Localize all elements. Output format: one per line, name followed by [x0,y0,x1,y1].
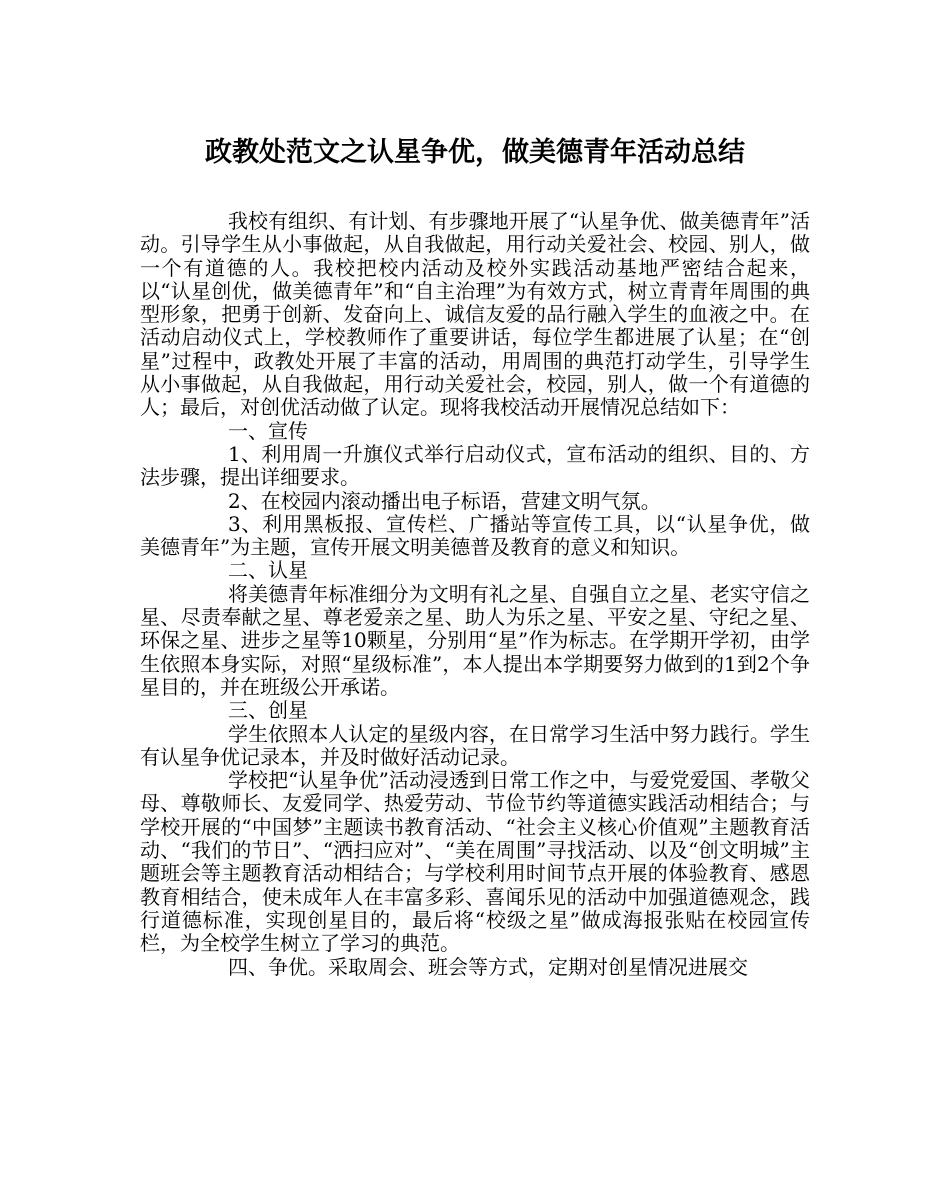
section-heading-publicity: 一、宣传 [228,418,308,443]
document-title: 政教处范文之认星争优，做美德青年活动总结 [205,137,745,168]
section-heading-recognize-star: 二、认星 [228,558,308,583]
section-heading-create-star: 三、创星 [228,698,308,723]
paragraph-create-star-2: 学校把“认星争优”活动浸透到日常工作之中，与爱党爱国、孝敬父母、尊敬师长、友爱同学、热爱劳动、节俭节约等道德实践活动相结合；与学校开展的“中国梦”主题读书教育活动、“社会主义核心价值观”主题教育活动、“我们的节日”、“洒扫应对”、“美在周围”寻找活动、以及“创文明城”主题班会等主题教育活动相结合；与学校利用时间节点开展的体验教育、感恩教育相结合，使未成年人在丰富多彩、喜闻乐见的活动中加强道德观念，践行道德标准，实现创星目的，最后将“校级之星”做成海报张贴在校园宣传栏，为全校学生树立了学习的典范。 [140,768,810,956]
paragraph-create-star-1: 学生依照本人认定的星级内容，在日常学习生活中努力践行。学生有认星争优记录本，并及时做好活动记录。 [140,721,810,769]
paragraph-publicity-item-3: 3、利用黑板报、宣传栏、广播站等宣传工具，以“认星争优，做美德青年”为主题，宣传开展文明美德普及教育的意义和知识。 [140,511,810,560]
paragraph-strive-excellence: 四、争优。采取周会、班会等方式，定期对创星情况进展交 [228,954,748,979]
paragraph-recognize-star: 将美德青年标准细分为文明有礼之星、自强自立之星、老实守信之星、尽责奉献之星、尊老爱亲之星、助人为乐之星、平安之星、守纪之星、环保之星、进步之星等10颗星，分别用“星”作为标志。在学期开学初，由学生依照本身实际，对照“星级标准”，本人提出本学期要努力做到的1到2个争星目的，并在班级公开承诺。 [140,581,810,699]
paragraph-publicity-item-1: 1、利用周一升旗仪式举行启动仪式，宣布活动的组织、目的、方法步骤，提出详细要求。 [140,441,810,490]
document-body [140,210,810,979]
paragraph-intro: 我校有组织、有计划、有步骤地开展了“认星争优、做美德青年”活动。引导学生从小事做起，从自我做起，用行动关爱社会、校园、别人，做一个有道德的人。我校把校内活动及校外实践活动基地严密结合起来，以“认星创优，做美德青年”和“自主治理”为有效方式，树立青青年周围的典型形象，把勇于创新、发奋向上、诚信友爱的品行融入学生的血液之中。在活动启动仪式上，学校教师作了重要讲话，每位学生都进展了认星；在“创星”过程中，政教处开展了丰富的活动，用周围的典范打动学生，引导学生从小事做起，从自我做起，用行动关爱社会，校园，别人，做一个有道德的人；最后，对创优活动做了认定。现将我校活动开展情况总结如下： [140,209,810,420]
paragraph-publicity-item-2: 2、在校园内滚动播出电子标语，营建文明气氛。 [228,488,661,513]
